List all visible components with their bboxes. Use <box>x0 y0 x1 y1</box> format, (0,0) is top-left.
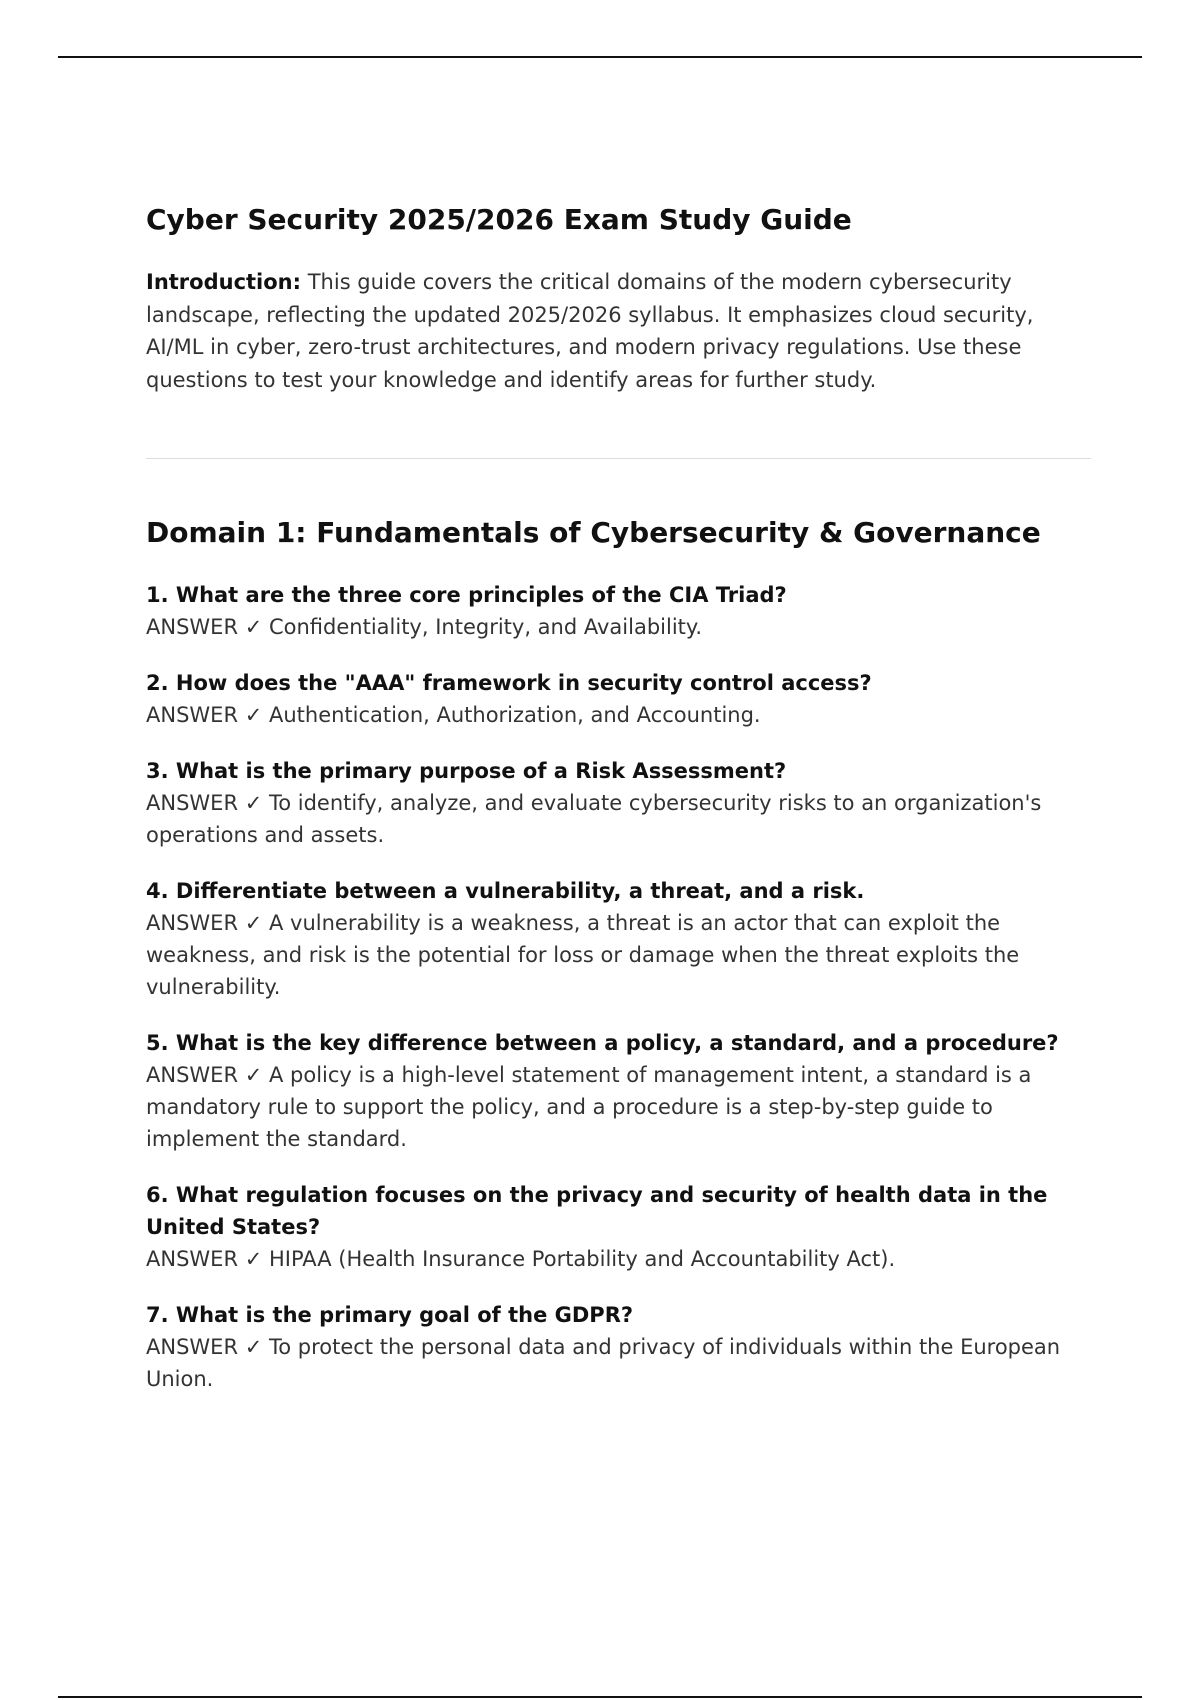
question-6: 6. What regulation focuses on the privacy and security of health data in the United States? <box>146 1183 1048 1239</box>
document-content <box>146 196 1091 1419</box>
qa-item-5 <box>146 1027 1091 1155</box>
qa-item-6 <box>146 1179 1091 1275</box>
question-5: 5. What is the key difference between a policy, a standard, and a procedure? <box>146 1031 1059 1055</box>
answer-1: ANSWER ✓ Confidentiality, Integrity, and Availability. <box>146 615 702 639</box>
page-top-rule <box>58 56 1142 58</box>
question-1: 1. What are the three core principles of the CIA Triad? <box>146 583 787 607</box>
answer-3: ANSWER ✓ To identify, analyze, and evaluate cybersecurity risks to an organization's operations and assets. <box>146 791 1042 847</box>
qa-item-7 <box>146 1299 1091 1395</box>
page-bottom-rule <box>58 1696 1142 1698</box>
question-7: 7. What is the primary goal of the GDPR? <box>146 1303 634 1327</box>
qa-item-1 <box>146 579 1091 643</box>
qa-item-4 <box>146 875 1091 1003</box>
section-divider <box>146 458 1091 459</box>
qa-item-2 <box>146 667 1091 731</box>
domain-heading: Domain 1: Fundamentals of Cybersecurity & Governance <box>146 516 1041 549</box>
introduction-text: This guide covers the critical domains of the modern cybersecurity landscape, reflecting the updated 2025/2026 syllabus. It emphasizes cloud security, AI/ML in cyber, zero-trust architectures, and modern privacy regulations. Use these questions to test your knowledge and identify areas for further study. <box>146 270 1034 392</box>
answer-4: ANSWER ✓ A vulnerability is a weakness, a threat is an actor that can exploit the weakness, and risk is the potential for loss or damage when the threat exploits the vulnerability. <box>146 911 1020 999</box>
qa-item-3 <box>146 755 1091 851</box>
answer-5: ANSWER ✓ A policy is a high-level statement of management intent, a standard is a mandatory rule to support the policy, and a procedure is a step-by-step guide to implement the standard. <box>146 1063 1032 1151</box>
question-2: 2. How does the "AAA" framework in security control access? <box>146 671 872 695</box>
answer-2: ANSWER ✓ Authentication, Authorization, and Accounting. <box>146 703 761 727</box>
introduction-label: Introduction: <box>146 270 302 294</box>
question-4: 4. Differentiate between a vulnerability, a threat, and a risk. <box>146 879 865 903</box>
introduction-paragraph <box>146 266 1091 396</box>
answer-6: ANSWER ✓ HIPAA (Health Insurance Portability and Accountability Act). <box>146 1247 896 1271</box>
answer-7: ANSWER ✓ To protect the personal data and privacy of individuals within the European Union. <box>146 1335 1061 1391</box>
question-3: 3. What is the primary purpose of a Risk Assessment? <box>146 759 787 783</box>
document-title: Cyber Security 2025/2026 Exam Study Guide <box>146 203 852 236</box>
